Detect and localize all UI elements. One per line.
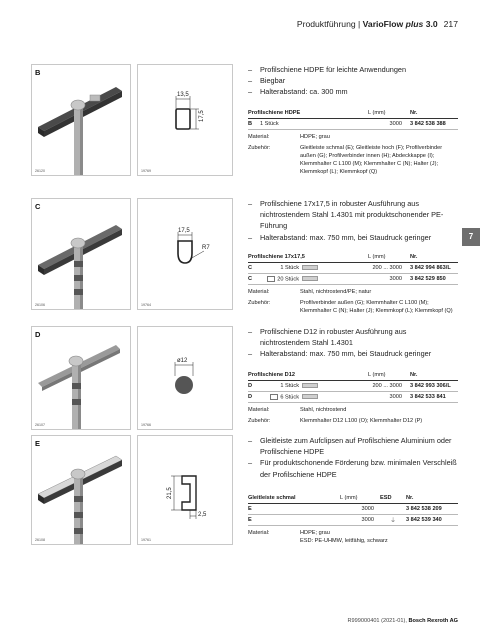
rail-d bbox=[38, 345, 120, 430]
profile-drawing bbox=[138, 327, 233, 430]
variant-letter: C bbox=[35, 202, 41, 211]
table-row[interactable] bbox=[248, 263, 458, 274]
cell-variant: C bbox=[248, 276, 253, 282]
cell-variant: E bbox=[248, 506, 252, 512]
dim-width: 17,5 bbox=[178, 228, 190, 234]
rail-c bbox=[38, 225, 122, 310]
description-b bbox=[248, 64, 458, 98]
profile-swatch bbox=[302, 383, 318, 388]
product-photo-e bbox=[31, 435, 131, 545]
doc-code: R999000401 (2021-01), bbox=[347, 618, 409, 624]
table-header bbox=[248, 254, 458, 263]
bullet-item: – Halterabstand: ca. 300 mm bbox=[248, 86, 458, 97]
product-table-e bbox=[248, 495, 458, 545]
cell-part-number: 3 842 529 850 bbox=[410, 276, 446, 282]
variant-letter: B bbox=[35, 68, 41, 77]
cell-part-number: 3 842 539 340 bbox=[406, 517, 442, 523]
table-title: Profilschiene HDPE bbox=[248, 110, 301, 116]
col-length: L (mm) bbox=[368, 372, 386, 378]
chapter-tab[interactable]: 7 bbox=[462, 228, 480, 246]
page-header bbox=[297, 19, 458, 29]
rail-photo-illustration bbox=[32, 65, 131, 176]
table-row[interactable] bbox=[248, 119, 458, 130]
image-code: 19761 bbox=[141, 538, 151, 542]
col-length: L (mm) bbox=[340, 495, 358, 501]
description-e bbox=[248, 435, 458, 480]
package-icon bbox=[267, 276, 275, 282]
accessory-row: Zubehör: Gleitleiste schmal (E); Gleitleiste hoch (F); Profilverbinder außen (G); Profilverbinder innen (H); Abdeckkappe (I); Klemmhalter C L100 (M); Klemmhalter C (N); Halter (J); Klemmkopf (L); Klemmkopf (Q) bbox=[248, 145, 443, 175]
bullet-item: – Profilschiene D12 in robuster Ausführung aus nichtrostendem Stahl 1.4301 bbox=[248, 326, 458, 348]
technical-drawing-b bbox=[137, 64, 233, 176]
image-code: 26108 bbox=[35, 538, 45, 542]
product-photo-c bbox=[31, 198, 131, 310]
cell-variant: D bbox=[248, 394, 253, 400]
image-code: 26120 bbox=[35, 169, 45, 173]
page-number: 217 bbox=[443, 19, 458, 29]
technical-drawing-e bbox=[137, 435, 233, 545]
rail-photo-illustration bbox=[32, 327, 131, 430]
package-icon bbox=[270, 394, 278, 400]
cell-length: 3000 bbox=[389, 394, 402, 400]
rail-photo-illustration bbox=[32, 436, 131, 545]
product-table-c bbox=[248, 254, 458, 315]
table-row[interactable] bbox=[248, 392, 458, 403]
accessory-row: Zubehör: Klemmhalter D12 L100 (O); Klemmhalter D12 (P) bbox=[248, 418, 423, 424]
col-number: Nr. bbox=[410, 110, 418, 116]
cell-part-number: 3 842 533 841 bbox=[410, 394, 446, 400]
bullet-item: – Profilschiene HDPE für leichte Anwendungen bbox=[248, 64, 458, 75]
variant-letter: D bbox=[35, 330, 41, 339]
cell-qty: 20 Stück bbox=[277, 276, 299, 283]
col-number: Nr. bbox=[410, 372, 418, 378]
cell-length: 200 ... 3000 bbox=[372, 265, 402, 271]
material-row: Material: HDPE; grau ESD: PE-UHMW, leitfähig, schwarz bbox=[248, 530, 388, 544]
product-table-d bbox=[248, 372, 458, 425]
image-code: 19764 bbox=[141, 303, 151, 307]
cell-qty: 1 Stück bbox=[260, 121, 279, 127]
technical-drawing-d bbox=[137, 326, 233, 430]
header-brand: VarioFlow plus 3.0 bbox=[362, 19, 438, 29]
material-row: Material: Stahl, nichtrostend bbox=[248, 407, 347, 413]
col-esd: ESD bbox=[380, 495, 392, 501]
profile-drawing bbox=[138, 436, 233, 545]
image-code: 26106 bbox=[35, 303, 45, 307]
dim-height: 17,5 bbox=[199, 110, 205, 122]
cell-length: 3000 bbox=[361, 517, 374, 523]
product-photo-b bbox=[31, 64, 131, 176]
col-length: L (mm) bbox=[368, 110, 386, 116]
profile-drawing bbox=[138, 199, 233, 310]
cell-part-number: 3 842 538 388 bbox=[410, 121, 446, 127]
dim-radius: R7 bbox=[202, 245, 210, 251]
technical-drawing-c bbox=[137, 198, 233, 310]
bullet-item: – Gleitleiste zum Aufclipsen auf Profilschiene Aluminium oder Profilschiene HDPE bbox=[248, 435, 458, 457]
company-name: Bosch Rexroth AG bbox=[408, 618, 458, 624]
image-code: 19766 bbox=[141, 423, 151, 427]
profile-swatch bbox=[302, 265, 318, 270]
table-header bbox=[248, 495, 458, 504]
material-row: Material: HDPE; grau bbox=[248, 134, 330, 140]
col-length: L (mm) bbox=[368, 254, 386, 260]
dim-width: 13,5 bbox=[177, 92, 189, 98]
bullet-item: – Halterabstand: max. 750 mm, bei Staudruck geringer bbox=[248, 348, 458, 359]
profile-swatch bbox=[302, 394, 318, 399]
col-number: Nr. bbox=[406, 495, 414, 501]
rail-photo-illustration bbox=[32, 199, 131, 310]
cell-variant: D bbox=[248, 383, 253, 389]
profile-drawing bbox=[138, 65, 233, 176]
bullet-item: – Profilschiene 17x17,5 in robuster Ausführung aus nichtrostendem Stahl 1.4301 mit produktschonender PE-Führung bbox=[248, 198, 458, 232]
table-title: Profilschiene D12 bbox=[248, 372, 295, 378]
cell-qty: 6 Stück bbox=[280, 394, 299, 401]
col-number: Nr. bbox=[410, 254, 418, 260]
bullet-item: – Biegbar bbox=[248, 75, 458, 86]
dim-height: 21,5 bbox=[167, 487, 173, 499]
product-photo-d bbox=[31, 326, 131, 430]
accessory-row: Zubehör: Profilverbinder außen (G); Klemmhalter C L100 (M); Klemmhalter C (N); Halter (J); Klemmkopf (L); Klemmkopf (Q) bbox=[248, 300, 453, 314]
cell-part-number: 3 842 994 863/L bbox=[410, 265, 451, 271]
cell-length: 3000 bbox=[389, 276, 402, 282]
bullet-item: – Halterabstand: max. 750 mm, bei Staudruck geringer bbox=[248, 232, 458, 243]
cell-part-number: 3 842 538 209 bbox=[406, 506, 442, 512]
page-footer bbox=[348, 618, 459, 624]
description-c bbox=[248, 198, 458, 243]
cell-part-number: 3 842 993 306/L bbox=[410, 383, 451, 389]
dim-diameter: ø12 bbox=[177, 358, 188, 364]
table-row[interactable] bbox=[248, 504, 458, 515]
bullet-item: – Für produktschonende Förderung bzw. minimalen Verschleiß der Profilschiene HDPE bbox=[248, 457, 458, 479]
header-section: Produktführung | bbox=[296, 19, 363, 29]
cell-variant: C bbox=[248, 265, 253, 271]
material-row: Material: Stahl, nichtrostend/PE; natur bbox=[248, 289, 372, 295]
table-header bbox=[248, 110, 458, 119]
cell-variant: B bbox=[248, 121, 253, 127]
cell-qty: 1 Stück bbox=[280, 383, 299, 389]
rail-e bbox=[38, 456, 122, 545]
cell-length: 200 ... 3000 bbox=[372, 383, 402, 389]
table-row[interactable] bbox=[248, 515, 458, 526]
image-code: 19769 bbox=[141, 169, 151, 173]
table-title: Profilschiene 17x17,5 bbox=[248, 254, 305, 260]
product-table-b bbox=[248, 110, 458, 176]
profile-swatch bbox=[302, 276, 318, 281]
table-row[interactable] bbox=[248, 274, 458, 285]
table-header bbox=[248, 372, 458, 381]
esd-icon: ⏚ bbox=[390, 518, 396, 524]
cell-length: 3000 bbox=[389, 121, 402, 127]
cell-qty: 1 Stück bbox=[280, 265, 299, 271]
cell-variant: E bbox=[248, 517, 252, 523]
cell-length: 3000 bbox=[361, 506, 374, 512]
table-row[interactable] bbox=[248, 381, 458, 392]
rail-b bbox=[38, 87, 122, 176]
table-title: Gleitleiste schmal bbox=[248, 495, 296, 501]
description-d bbox=[248, 326, 458, 360]
dim-thickness: 2,5 bbox=[198, 512, 207, 518]
variant-letter: E bbox=[35, 439, 41, 448]
image-code: 26107 bbox=[35, 423, 45, 427]
